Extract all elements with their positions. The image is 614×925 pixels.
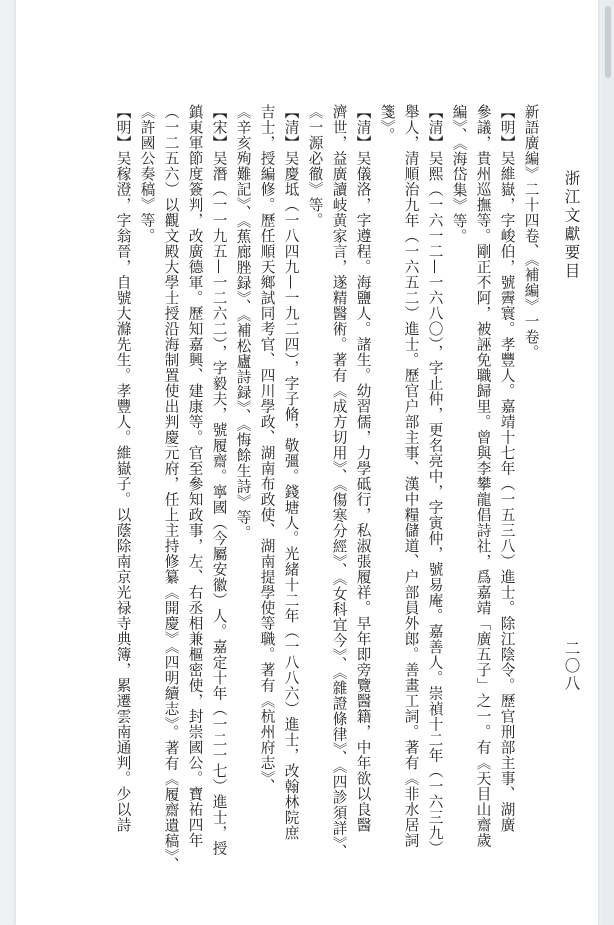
text-line-6: 舉人，清順治九年（一六五二）進士。歷官户部主事、漢中糧儲道、户部員外郎。善畫工詞。著有《非水居詞 xyxy=(402,104,420,848)
text-line-1: 新語廣編》二十四卷、《補編》一卷。 xyxy=(522,104,540,361)
text-line-4: 編》、《海岱集》等。 xyxy=(450,104,468,245)
document-page xyxy=(16,0,598,925)
vertical-scrollbar[interactable] xyxy=(602,0,614,925)
text-line-16: （一二五六）以觀文殿大學士授沿海制置使出判慶元府，任上主持修纂《開慶》《四明續志》。著有《履齋遺稿》、 xyxy=(162,104,180,873)
text-line-12: 吉士，授編修。歷任順天鄉試同考官、四川學政、湖南布政使、湖南提學使等職。著有《杭州府志》、 xyxy=(258,104,276,795)
text-line-11: 【清】吴慶坻（一八四九—一九二四），字子脩，敬彊。錢塘人。光緒十二年（一八八六）進士，改翰林院庶 xyxy=(282,104,300,841)
text-line-14: 【宋】吴潛（一一九五—一二六二），字毅夫，號履齋。寧國（今屬安徽）人。嘉定十年（一二一七）進士，授 xyxy=(210,104,228,857)
text-line-9: 濟世，益廣讀岐黄家言，遂精醫術。著有《成方切用》、《傷寒分經》、《女科宜今》、《雜證條律》、《四診須詳》、 xyxy=(330,104,348,860)
text-line-17: 《許國公奏稿》等。 xyxy=(138,104,156,244)
text-line-7: 箋》。 xyxy=(378,104,396,144)
page-number: 二〇八 xyxy=(562,640,581,693)
text-line-10: 《一源必徹》等。 xyxy=(306,104,324,228)
scrollbar-thumb[interactable] xyxy=(605,6,611,78)
text-line-3: 參議，貴州巡撫等。剛正不阿，被誣免職歸里。曾與李攀龍倡詩社，爲嘉靖「廣五子」之一。有《天目山齋歲 xyxy=(474,104,492,848)
text-line-2: 【明】吴維嶽，字峻伯，號霽寰。孝豐人。嘉靖十七年（一五三八）進士。除江陰令。歷官刑部主事、湖廣 xyxy=(498,104,516,833)
text-line-18: 【明】吴稼澄，字翁晉，自號大滌先生。孝豐人。維嶽子。以蔭除南京光禄寺典簿，累遷雲南通判。少以詩 xyxy=(114,104,132,833)
text-line-13: 《辛亥殉難記》、《蕉廊脞録》、《補松廬詩録》、《悔餘生詩》等。 xyxy=(234,104,252,541)
text-line-8: 【清】吴儀洛，字遵程。海鹽人。諸生。幼習儒，力學砥行，私淑張履祥。早年即旁覽醫籍，中年欲以良醫 xyxy=(354,104,372,833)
text-line-15: 鎮東軍節度簽判，改廣德軍。歷知嘉興、建康等。官至參知政事，左、右丞相兼樞密使，封崇國公。寶祐四年 xyxy=(186,104,204,848)
page-title: 浙江文獻要目 xyxy=(562,170,581,281)
text-line-5: 【清】吴熙（一六一二—一六八〇），字止仲，更名亮中，字寅仲，號易庵。嘉善人。崇禎十二年（一六三九） xyxy=(426,104,444,857)
